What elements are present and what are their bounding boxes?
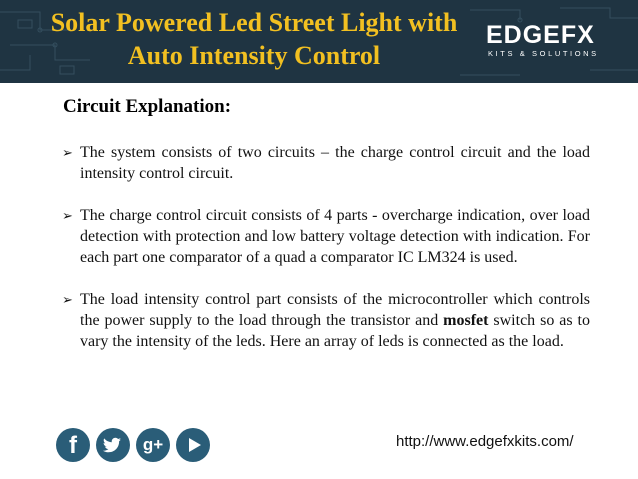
bullet-text-bold: mosfet bbox=[443, 312, 489, 329]
arrow-bullet-icon: ➢ bbox=[62, 145, 73, 160]
bullet-text bbox=[80, 291, 590, 350]
facebook-icon[interactable]: f bbox=[56, 428, 90, 462]
arrow-bullet-icon: ➢ bbox=[62, 208, 73, 223]
bullet-text-part: switch so as to vary the intensity of the leds. Here an array of leds is connected as the load. bbox=[80, 312, 590, 350]
title-line-2: Auto Intensity Control bbox=[127, 41, 381, 70]
twitter-icon[interactable] bbox=[96, 428, 130, 462]
logo-tagline: KITS & SOLUTIONS bbox=[488, 49, 599, 58]
google-plus-icon[interactable]: g+ bbox=[136, 428, 170, 462]
bullet-list bbox=[62, 142, 590, 373]
edgefx-logo bbox=[486, 22, 632, 66]
list-item bbox=[62, 205, 590, 268]
bullet-text: The charge control circuit consists of 4 parts - overcharge indication, over load detection with protection and low battery voltage detection with indication. For each part one comparator of a quad a comparator IC LM324 is used. bbox=[80, 207, 590, 266]
arrow-bullet-icon: ➢ bbox=[62, 292, 73, 307]
slide-title bbox=[4, 6, 504, 72]
list-item bbox=[62, 142, 590, 184]
bullet-text-part: The load intensity control part consists of the microcontroller which controls the power supply to the load through the transistor and bbox=[80, 291, 590, 329]
section-heading: Circuit Explanation: bbox=[63, 96, 232, 117]
website-url[interactable]: http://www.edgefxkits.com/ bbox=[396, 433, 574, 450]
title-line-1: Solar Powered Led Street Light with bbox=[50, 8, 458, 37]
logo-wordmark: EDGEFX bbox=[486, 21, 595, 49]
slide-header bbox=[0, 0, 638, 83]
play-icon[interactable] bbox=[176, 428, 210, 462]
list-item bbox=[62, 289, 590, 352]
bullet-text: The system consists of two circuits – the charge control circuit and the load intensity control circuit. bbox=[80, 144, 590, 182]
